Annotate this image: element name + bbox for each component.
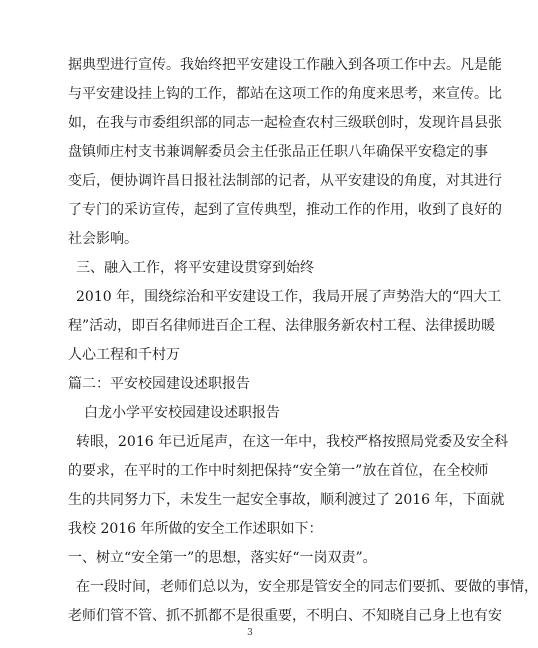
paragraph-line: 转眼，2016 年已近尾声，在这一年中，我校严格按照局党委及安全科 (76, 434, 509, 450)
report-title: 白龙小学平安校园建设述职报告 (84, 405, 280, 421)
section-heading: 一、树立“安全第一”的思想，落实好“一岗双责”。 (68, 550, 377, 566)
article-title: 篇二：平安校园建设述职报告 (68, 376, 250, 392)
paragraph-line: 社会影响。 (68, 231, 138, 247)
paragraph-line: 程”活动，即百名律师进百企工程、法律服务新农村工程、法律援助暖 (68, 318, 496, 334)
paragraph-line: 2010 年，围绕综治和平安建设工作，我局开展了声势浩大的“四大工 (76, 289, 502, 305)
paragraph-line: 人心工程和千村万 (68, 347, 180, 363)
paragraph-line: 据典型进行宣传。我始终把平安建设工作融入到各项工作中去。凡是能 (68, 57, 502, 73)
paragraph-line: 变后，便协调许昌日报社法制部的记者，从平安建设的角度，对其进行 (68, 173, 502, 189)
paragraph-line: 了专门的采访宣传，起到了宣传典型，推动工作的作用，收到了良好的 (68, 202, 502, 218)
page-number: 3 (247, 628, 253, 638)
paragraph-line: 盘镇师庄村支书兼调解委员会主任张品正任职八年确保平安稳定的事 (68, 144, 488, 160)
section-heading: 三、融入工作，将平安建设贯穿到始终 (76, 260, 314, 276)
paragraph-line: 老师们管不管、抓不抓都不是很重要，不明白、不知晓自己身上也有安 (68, 608, 502, 624)
paragraph-line: 的要求，在平时的工作中时刻把保持“安全第一”放在首位，在全校师 (68, 463, 489, 479)
paragraph-line: 在一段时间，老师们总以为，安全那是管安全的同志们要抓、要做的事情， (76, 579, 538, 595)
paragraph-line: 如，在我与市委组织部的同志一起检查农村三级联创时，发现许昌县张 (68, 115, 502, 131)
paragraph-line: 生的共同努力下，未发生一起安全事故，顺利渡过了 2016 年，下面就 (68, 492, 505, 508)
paragraph-line: 与平安建设挂上钩的工作，都站在这项工作的角度来思考，来宣传。比 (68, 86, 502, 102)
paragraph-line: 我校 2016 年所做的安全工作述职如下： (68, 521, 323, 537)
